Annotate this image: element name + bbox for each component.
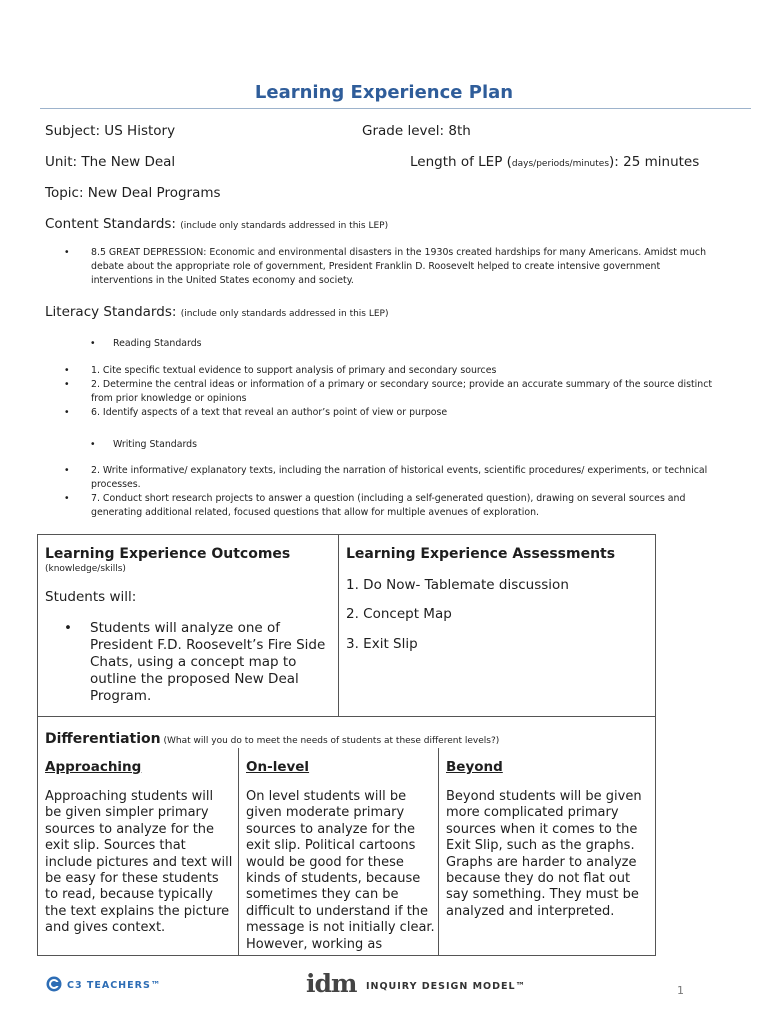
length-units: days/periods/minutes: [511, 159, 610, 169]
c3-logo-icon: [46, 976, 62, 992]
content-bullet: [64, 246, 724, 292]
reading-heading-text: Reading Standards: [113, 338, 202, 349]
reading-heading: [90, 337, 390, 351]
subject-field: Subject: US History: [45, 123, 176, 139]
bullet-icon: •: [64, 247, 70, 258]
page-number: 1: [677, 984, 684, 997]
title-rule: [40, 108, 751, 109]
beyond-heading: Beyond: [446, 759, 503, 775]
approaching-heading: Approaching: [45, 759, 142, 775]
reading-item: [64, 364, 724, 378]
content-note: (include only standards addressed in this LEP): [180, 221, 389, 231]
table-border-right: [655, 534, 656, 956]
literacy-note: (include only standards addressed in this LEP): [180, 309, 389, 319]
reading-item: [64, 378, 724, 406]
onlevel-heading: On-level: [246, 759, 310, 775]
table-border-mid: [37, 716, 656, 717]
assessment-item: 1. Do Now- Tablemate discussion: [346, 577, 569, 593]
table-border-top: [37, 534, 656, 535]
onlevel-text: On level students will be given moderate primary sources to analyze for the exit slip. Political cartoons would be good for these kinds of students, because sometimes they can be difficult to understand if the message is not initially clear. However, working as: [246, 789, 435, 952]
document-title: Learning Experience Plan: [254, 82, 514, 103]
table-border-bottom: [37, 955, 656, 956]
approaching-text: Approaching students will be given simpler primary sources to analyze for the exit slip. Sources that include pictures and text will be easy for these students to read, because typically the text explains the picture and gives context.: [45, 789, 233, 936]
diff-label: Differentiation: [45, 731, 161, 747]
assessment-item: 2. Concept Map: [346, 606, 452, 622]
writing-item-text: 2. Write informative/ explanatory texts, including the narration of historical events, scientific procedures/ experiments, or technical processes.: [91, 465, 708, 490]
grade-field: Grade level: 8th: [362, 123, 471, 139]
length-prefix: Length of LEP (: [410, 154, 512, 170]
writing-heading: [90, 438, 390, 452]
content-standards-label: [45, 216, 388, 232]
reading-item: [64, 406, 724, 420]
c3-logo: [46, 976, 62, 996]
length-suffix: ): 25 minutes: [609, 154, 700, 170]
table-divider-top: [338, 534, 339, 716]
bullet-icon: •: [64, 493, 70, 504]
writing-item: [64, 464, 724, 492]
c3-logo-text: C3 TEACHERS™: [67, 980, 162, 991]
bullet-icon: •: [64, 407, 70, 418]
assessments-heading: Learning Experience Assessments: [346, 546, 616, 562]
beyond-text: Beyond students will be given more complicated primary sources when it comes to the Exit Slip, such as the graphs. Graphs are harder to analyze because they do not flat out say something. They must be analyzed and interpreted.: [446, 789, 642, 919]
table-border-left: [37, 534, 38, 956]
writing-item-text: 7. Conduct short research projects to answer a question (including a self-generated question), drawing on several sources and generating additional related, focused questions that allow for multiple avenues of exploration.: [91, 493, 686, 518]
outcomes-subheading: (knowledge/skills): [45, 564, 126, 574]
bullet-icon: •: [64, 379, 70, 390]
bullet-icon: •: [90, 439, 96, 450]
content-label: Content Standards:: [45, 216, 181, 232]
writing-item: [64, 492, 724, 520]
length-field: [410, 154, 699, 170]
unit-field: Unit: The New Deal: [45, 154, 176, 170]
literacy-standards-label: [45, 304, 389, 320]
idm-logo-text: INQUIRY DESIGN MODEL™: [366, 981, 527, 992]
idm-logo-mark: idm: [306, 969, 357, 998]
assessment-item: 3. Exit Slip: [346, 636, 418, 652]
bullet-icon: •: [90, 338, 96, 349]
outcome-bullet-text: Students will analyze one of President F.D. Roosevelt’s Fire Side Chats, using a concept map to outline the proposed New Deal Program.: [90, 620, 326, 704]
reading-item-text: 2. Determine the central ideas or information of a primary or secondary source; provide an accurate summary of the source distinct from prior knowledge or opinions: [91, 379, 713, 404]
topic-field: Topic: New Deal Programs: [45, 185, 221, 201]
differentiation-label: [45, 728, 499, 747]
bullet-icon: •: [64, 365, 70, 376]
bullet-icon: •: [64, 465, 70, 476]
literacy-label: Literacy Standards:: [45, 304, 181, 320]
table-divider-right: [438, 748, 439, 955]
bullet-icon: •: [64, 620, 72, 636]
diff-note: (What will you do to meet the needs of students at these different levels?): [160, 736, 500, 746]
reading-item-text: 1. Cite specific textual evidence to support analysis of primary and secondary sources: [91, 365, 497, 376]
content-bullet-text: 8.5 GREAT DEPRESSION: Economic and environmental disasters in the 1930s created hardships for many Americans. Amidst much debate about the appropriate role of government, President Franklin D. Roosevelt helped to create intensive government interventions in the United States economy and society.: [91, 247, 707, 286]
writing-heading-text: Writing Standards: [113, 439, 197, 450]
reading-item-text: 6. Identify aspects of a text that reveal an author’s point of view or purpose: [91, 407, 448, 418]
outcomes-heading: Learning Experience Outcomes: [45, 546, 291, 562]
table-divider-left: [238, 748, 239, 955]
students-will: Students will:: [45, 589, 137, 605]
